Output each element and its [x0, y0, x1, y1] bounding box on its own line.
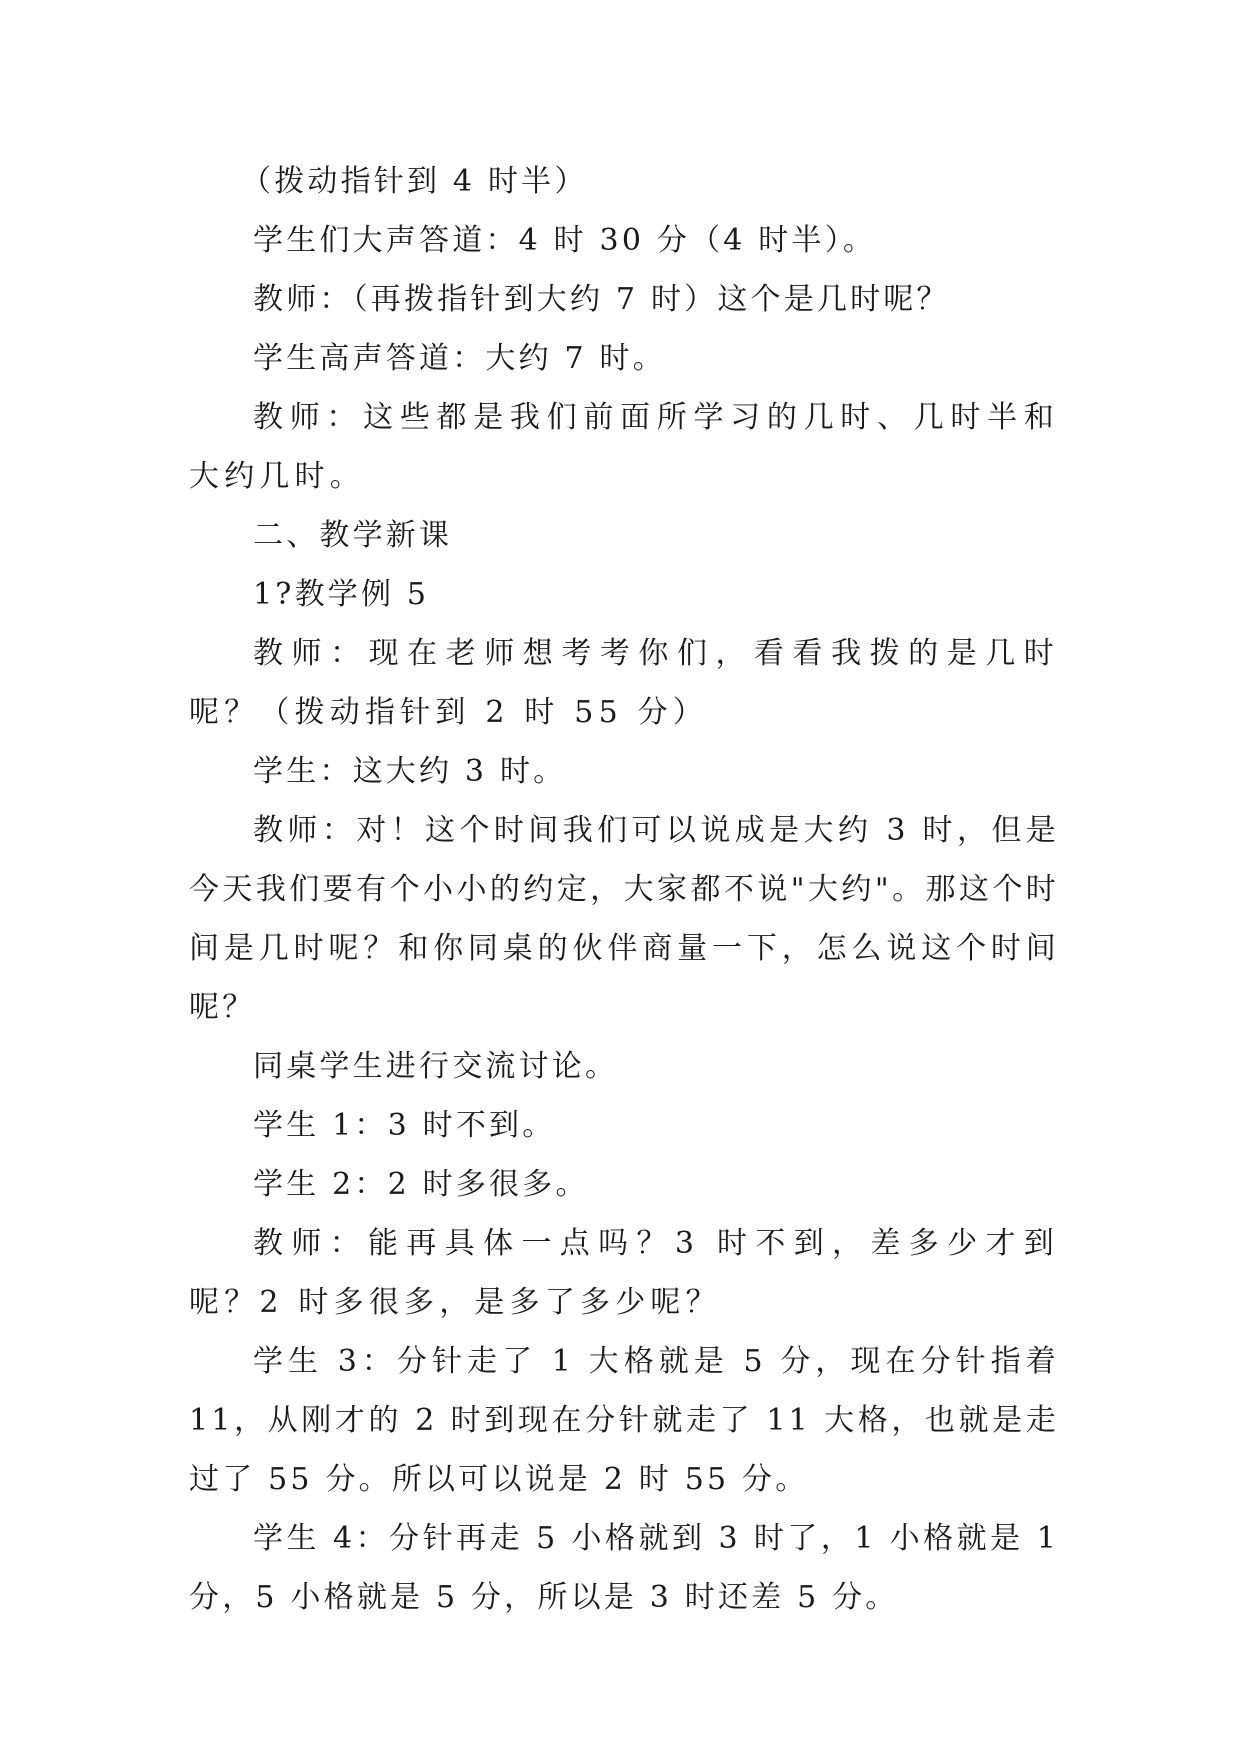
paragraph-student-3: 学生 3：分针走了 1 大格就是 5 分，现在分针指着 11，从刚才的 2 时到现在分针就走了 11 大格，也就是走过了 55 分。所以可以说是 2 时 55 分。	[189, 1344, 1059, 1497]
paragraph-teacher-followup: 教师：能再具体一点吗？3 时不到，差多少才到呢？2 时多很多，是多了多少呢？	[189, 1226, 1059, 1320]
document-page	[189, 152, 1059, 1627]
subsection-heading: 1?教学例 5	[253, 577, 430, 612]
paragraph-stage-direction: （拨动指针到 4 时半）	[241, 164, 588, 199]
paragraph-teacher-summary: 教师：这些都是我们前面所学习的几时、几时半和大约几时。	[189, 400, 1059, 494]
paragraph-student-reply: 学生：这大约 3 时。	[253, 754, 567, 789]
paragraph-teacher-test: 教师：现在老师想考考你们，看看我拨的是几时呢？（拨动指针到 2 时 55 分）	[189, 636, 1059, 730]
paragraph-teacher-agreement: 教师：对！这个时间我们可以说成是大约 3 时，但是今天我们要有个小小的约定，大家都不说"大约"。那这个时间是几时呢？和你同桌的伙伴商量一下，怎么说这个时间呢？	[189, 813, 1059, 1025]
paragraph-student-4: 学生 4：分针再走 5 小格就到 3 时了，1 小格就是 1 分，5 小格就是 5 分，所以是 3 时还差 5 分。	[189, 1521, 1059, 1615]
paragraph-students-answer: 学生们大声答道：4 时 30 分（4 时半）。	[253, 223, 877, 258]
section-heading: 二、教学新课	[253, 518, 453, 553]
paragraph-discussion: 同桌学生进行交流讨论。	[253, 1049, 619, 1084]
paragraph-students-answer-2: 学生高声答道：大约 7 时。	[253, 341, 666, 376]
paragraph-teacher-question: 教师：（再拨指针到大约 7 时）这个是几时呢？	[253, 282, 950, 317]
paragraph-student-1: 学生 1：3 时不到。	[253, 1108, 556, 1143]
paragraph-student-2: 学生 2：2 时多很多。	[253, 1167, 589, 1202]
